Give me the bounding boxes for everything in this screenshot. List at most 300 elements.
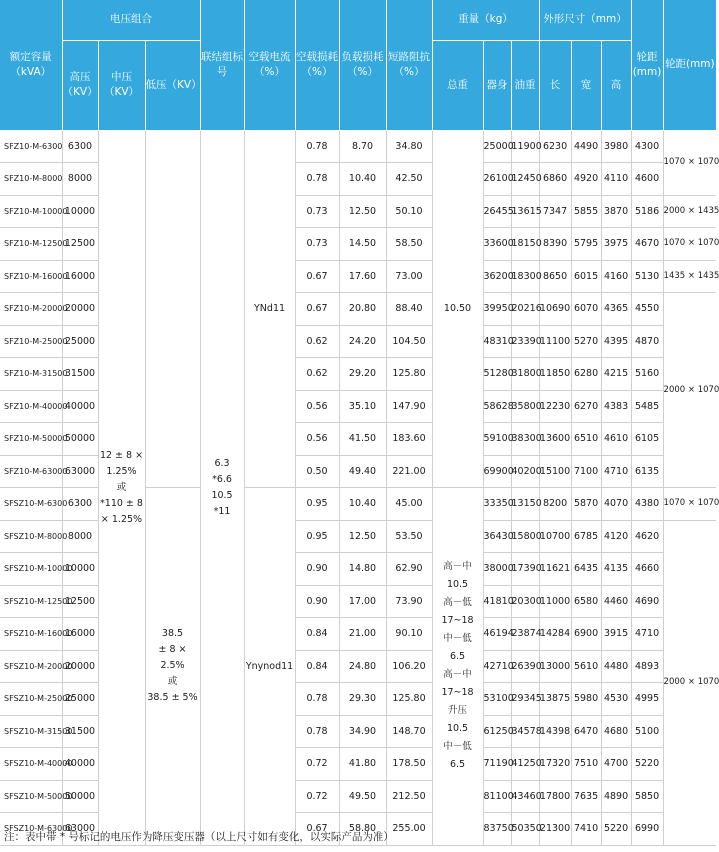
load-loss-cell: 21.00	[339, 618, 386, 651]
length-cell: 13600	[539, 423, 571, 456]
load-loss-cell: 10.40	[339, 488, 386, 521]
width-cell: 5870	[571, 488, 601, 521]
oil-weight-cell: 23390	[511, 325, 539, 358]
cell-line: *6.6	[212, 473, 232, 485]
wheelbase-cell: 5130	[631, 260, 663, 293]
model-cell: SFSZ10-M-50000	[0, 780, 62, 813]
header-voltage-group: 电压组合	[62, 0, 200, 40]
model-cell: SFSZ10-M-8000	[0, 520, 62, 553]
connection-cell	[200, 130, 244, 845]
height-cell: 4530	[601, 683, 631, 716]
short-circuit-cell: 50.10	[386, 195, 432, 228]
height-cell: 4710	[601, 455, 631, 488]
hv-cell: 40000	[62, 390, 98, 423]
table-row	[0, 130, 716, 163]
cell-line: 高－中	[443, 669, 472, 681]
oil-weight-cell: 15800	[511, 520, 539, 553]
short-circuit-cell: 183.60	[386, 423, 432, 456]
height-cell: 3915	[601, 618, 631, 651]
body-weight-cell: 42710	[483, 650, 511, 683]
load-loss-cell: 41.80	[339, 748, 386, 781]
no-load-loss-cell: 0.95	[295, 520, 339, 553]
short-circuit-cell: 106.20	[386, 650, 432, 683]
hv-cell: 25000	[62, 683, 98, 716]
model-cell: SFZ10-M-40000	[0, 390, 62, 423]
wheelbase-cell: 4995	[631, 683, 663, 716]
short-circuit-cell: 255.00	[386, 813, 432, 846]
load-loss-cell: 29.30	[339, 683, 386, 716]
short-circuit-cell: 104.50	[386, 325, 432, 358]
cell-line: 或	[167, 676, 178, 688]
short-circuit-cell: 178.50	[386, 748, 432, 781]
no-load-loss-cell: 0.62	[295, 358, 339, 391]
height-cell: 4610	[601, 423, 631, 456]
model-cell: SFSZ10-M-40000	[0, 748, 62, 781]
no-load-loss-cell: 0.90	[295, 553, 339, 586]
short-circuit-cell: 88.40	[386, 293, 432, 326]
no-load-loss-cell: 0.50	[295, 455, 339, 488]
no-load-loss-cell: 0.72	[295, 780, 339, 813]
oil-weight-cell: 13615	[511, 195, 539, 228]
header-weight: 重量（kg）	[432, 0, 539, 40]
length-cell: 14398	[539, 715, 571, 748]
header-gauge: 轮距(mm)	[663, 0, 716, 130]
header-length: 长	[539, 40, 571, 130]
load-loss-cell: 41.50	[339, 423, 386, 456]
length-cell: 12230	[539, 390, 571, 423]
oil-weight-cell: 40200	[511, 455, 539, 488]
table-header	[0, 0, 716, 130]
no-load-loss-cell: 0.62	[295, 325, 339, 358]
wheelbase-cell: 4550	[631, 293, 663, 326]
wheelbase-cell: 5850	[631, 780, 663, 813]
width-cell: 6470	[571, 715, 601, 748]
model-cell: SFZ10-M-8000	[0, 163, 62, 196]
oil-weight-cell: 18150	[511, 228, 539, 261]
wheelbase-cell: 4600	[631, 163, 663, 196]
cell-line: 38.5	[161, 628, 184, 640]
gauge-cell: 1070 × 1070	[663, 488, 716, 521]
load-loss-cell: 49.40	[339, 455, 386, 488]
no-load-loss-cell: 0.78	[295, 130, 339, 163]
gauge-cell: 2000 × 1070	[663, 520, 716, 845]
height-cell: 4480	[601, 650, 631, 683]
body-weight-cell: 53100	[483, 683, 511, 716]
length-cell: 6860	[539, 163, 571, 196]
total-weight-group1: 10.50	[432, 130, 483, 488]
gauge-cell: 1070 × 1070	[663, 130, 716, 195]
cell-line: 中－低	[443, 741, 472, 753]
body-weight-cell: 41810	[483, 585, 511, 618]
cell-line: 6.5	[449, 651, 466, 663]
oil-weight-cell: 11900	[511, 130, 539, 163]
model-cell: SFSZ10-M-20000	[0, 650, 62, 683]
oil-weight-cell: 38300	[511, 423, 539, 456]
no-load-loss-cell: 0.56	[295, 423, 339, 456]
oil-weight-cell: 20300	[511, 585, 539, 618]
model-cell: SFZ10-M-31500	[0, 358, 62, 391]
no-load-loss-cell: 0.84	[295, 618, 339, 651]
cell-line: 高－低	[443, 597, 472, 609]
hv-cell: 16000	[62, 260, 98, 293]
short-circuit-cell: 147.90	[386, 390, 432, 423]
width-cell: 7410	[571, 813, 601, 846]
cell-line: ± 8 × 2.5%	[158, 644, 187, 672]
wheelbase-cell: 5485	[631, 390, 663, 423]
hv-cell: 12500	[62, 228, 98, 261]
model-cell: SFSZ10-M-31500	[0, 715, 62, 748]
hv-cell: 31500	[62, 715, 98, 748]
no-load-loss-cell: 0.67	[295, 813, 339, 846]
load-loss-cell: 17.60	[339, 260, 386, 293]
width-cell: 5270	[571, 325, 601, 358]
hv-cell: 63000	[62, 455, 98, 488]
body-weight-cell: 69900	[483, 455, 511, 488]
body-weight-cell: 71190	[483, 748, 511, 781]
length-cell: 17320	[539, 748, 571, 781]
header-dimensions: 外形尺寸（mm）	[539, 0, 631, 40]
length-cell: 10690	[539, 293, 571, 326]
load-loss-cell: 49.50	[339, 780, 386, 813]
wheelbase-cell: 6105	[631, 423, 663, 456]
length-cell: 6230	[539, 130, 571, 163]
no-load-loss-cell: 0.78	[295, 715, 339, 748]
short-circuit-cell: 34.80	[386, 130, 432, 163]
load-loss-cell: 20.80	[339, 293, 386, 326]
width-cell: 5855	[571, 195, 601, 228]
length-cell: 8390	[539, 228, 571, 261]
short-circuit-cell: 125.80	[386, 358, 432, 391]
mv-cell	[98, 130, 145, 845]
body-weight-cell: 33600	[483, 228, 511, 261]
short-circuit-cell: 90.10	[386, 618, 432, 651]
short-circuit-cell: 73.90	[386, 585, 432, 618]
wheelbase-cell: 4690	[631, 585, 663, 618]
body-weight-cell: 26455	[483, 195, 511, 228]
hv-cell: 8000	[62, 520, 98, 553]
wheelbase-cell: 4300	[631, 130, 663, 163]
width-cell: 6510	[571, 423, 601, 456]
load-loss-cell: 58.80	[339, 813, 386, 846]
no-load-current-group2: Ynynod11	[244, 488, 295, 846]
oil-weight-cell: 20216	[511, 293, 539, 326]
header-no-load-current: 空载电流（%）	[244, 0, 295, 130]
load-loss-cell: 12.50	[339, 195, 386, 228]
hv-cell: 40000	[62, 748, 98, 781]
load-loss-cell: 14.80	[339, 553, 386, 586]
no-load-loss-cell: 0.95	[295, 488, 339, 521]
hv-cell: 8000	[62, 163, 98, 196]
length-cell: 21300	[539, 813, 571, 846]
oil-weight-cell: 23874	[511, 618, 539, 651]
wheelbase-cell: 6135	[631, 455, 663, 488]
height-cell: 4680	[601, 715, 631, 748]
length-cell: 8650	[539, 260, 571, 293]
short-circuit-cell: 45.00	[386, 488, 432, 521]
body-weight-cell: 38000	[483, 553, 511, 586]
width-cell: 6015	[571, 260, 601, 293]
load-loss-cell: 35.10	[339, 390, 386, 423]
header-height: 高	[601, 40, 631, 130]
height-cell: 4700	[601, 748, 631, 781]
header-lv: 低压（KV）	[145, 40, 200, 130]
header-hv: 高压（KV）	[62, 40, 98, 130]
model-cell: SFZ10-M-20000	[0, 293, 62, 326]
gauge-cell: 1070 × 1070	[663, 228, 716, 261]
model-cell: SFZ10-M-10000	[0, 195, 62, 228]
cell-line: 6.3	[214, 457, 230, 469]
length-cell: 14284	[539, 618, 571, 651]
body-weight-cell: 51280	[483, 358, 511, 391]
length-cell: 13875	[539, 683, 571, 716]
length-cell: 11000	[539, 585, 571, 618]
width-cell: 4490	[571, 130, 601, 163]
cell-line: 或	[116, 481, 127, 493]
no-load-loss-cell: 0.72	[295, 748, 339, 781]
height-cell: 4120	[601, 520, 631, 553]
cell-line: 38.5 ± 5%	[147, 692, 198, 704]
cell-line: 6.5	[449, 759, 466, 771]
length-cell: 11850	[539, 358, 571, 391]
gauge-cell: 2000 × 1070	[663, 293, 716, 488]
footnote: 注：表中带 * 号标记的电压作为降压变压器（以上尺寸如有变化，以实际产品为准）	[4, 831, 394, 843]
cell-line: 10.5	[211, 489, 233, 501]
length-cell: 8200	[539, 488, 571, 521]
header-body: 器身	[483, 40, 511, 130]
short-circuit-cell: 148.70	[386, 715, 432, 748]
wheelbase-cell: 4710	[631, 618, 663, 651]
load-loss-cell: 12.50	[339, 520, 386, 553]
body-weight-cell: 39950	[483, 293, 511, 326]
short-circuit-cell: 212.50	[386, 780, 432, 813]
wheelbase-cell: 4380	[631, 488, 663, 521]
hv-cell: 10000	[62, 553, 98, 586]
model-cell: SFZ10-M-16000	[0, 260, 62, 293]
hv-cell: 6300	[62, 130, 98, 163]
model-cell: SFZ10-M-63000	[0, 455, 62, 488]
body-weight-cell: 58628	[483, 390, 511, 423]
no-load-loss-cell: 0.67	[295, 293, 339, 326]
height-cell: 4383	[601, 390, 631, 423]
width-cell: 7510	[571, 748, 601, 781]
hv-cell: 50000	[62, 423, 98, 456]
hv-cell: 25000	[62, 325, 98, 358]
load-loss-cell: 8.70	[339, 130, 386, 163]
hv-cell: 20000	[62, 293, 98, 326]
load-loss-cell: 34.90	[339, 715, 386, 748]
length-cell: 17800	[539, 780, 571, 813]
oil-weight-cell: 17390	[511, 553, 539, 586]
header-load-loss: 负载损耗（%）	[339, 0, 386, 130]
cell-line: 17~18	[441, 615, 474, 627]
width-cell: 6270	[571, 390, 601, 423]
body-weight-cell: 26100	[483, 163, 511, 196]
wheelbase-cell: 5186	[631, 195, 663, 228]
model-cell: SFZ10-M-12500	[0, 228, 62, 261]
oil-weight-cell: 41250	[511, 748, 539, 781]
height-cell: 4135	[601, 553, 631, 586]
width-cell: 4920	[571, 163, 601, 196]
height-cell: 3870	[601, 195, 631, 228]
width-cell: 6435	[571, 553, 601, 586]
short-circuit-cell: 221.00	[386, 455, 432, 488]
load-loss-cell: 17.00	[339, 585, 386, 618]
wheelbase-cell: 4670	[631, 228, 663, 261]
no-load-loss-cell: 0.90	[295, 585, 339, 618]
oil-weight-cell: 13150	[511, 488, 539, 521]
length-cell: 15100	[539, 455, 571, 488]
length-cell: 7347	[539, 195, 571, 228]
oil-weight-cell: 43460	[511, 780, 539, 813]
short-circuit-cell: 42.50	[386, 163, 432, 196]
table-body	[0, 130, 719, 845]
hv-cell: 16000	[62, 618, 98, 651]
height-cell: 3975	[601, 228, 631, 261]
model-cell: SFZ10-M-6300	[0, 130, 62, 163]
wheelbase-cell: 6990	[631, 813, 663, 846]
lv-cell-bottom	[145, 488, 200, 846]
body-weight-cell: 59100	[483, 423, 511, 456]
height-cell: 4110	[601, 163, 631, 196]
wheelbase-cell: 4893	[631, 650, 663, 683]
short-circuit-cell: 125.80	[386, 683, 432, 716]
load-loss-cell: 29.20	[339, 358, 386, 391]
oil-weight-cell: 12450	[511, 163, 539, 196]
model-cell: SFZ10-M-25000	[0, 325, 62, 358]
width-cell: 7100	[571, 455, 601, 488]
wheelbase-cell: 4870	[631, 325, 663, 358]
body-weight-cell: 46194	[483, 618, 511, 651]
cell-line: 10.5	[446, 579, 469, 591]
height-cell: 3980	[601, 130, 631, 163]
width-cell: 6070	[571, 293, 601, 326]
height-cell: 4890	[601, 780, 631, 813]
short-circuit-cell: 73.00	[386, 260, 432, 293]
height-cell: 5220	[601, 813, 631, 846]
model-cell: SFSZ10-M-25000	[0, 683, 62, 716]
body-weight-cell: 36200	[483, 260, 511, 293]
no-load-loss-cell: 0.73	[295, 195, 339, 228]
cell-line: 中－低	[443, 633, 472, 645]
header-width: 宽	[571, 40, 601, 130]
width-cell: 7635	[571, 780, 601, 813]
cell-line: *11	[213, 505, 231, 517]
oil-weight-cell: 31800	[511, 358, 539, 391]
hv-cell: 20000	[62, 650, 98, 683]
length-cell: 13000	[539, 650, 571, 683]
hv-cell: 12500	[62, 585, 98, 618]
no-load-loss-cell: 0.84	[295, 650, 339, 683]
width-cell: 5610	[571, 650, 601, 683]
hv-cell: 10000	[62, 195, 98, 228]
no-load-loss-cell: 0.78	[295, 163, 339, 196]
load-loss-cell: 24.80	[339, 650, 386, 683]
total-weight-group2	[432, 488, 483, 846]
height-cell: 4365	[601, 293, 631, 326]
width-cell: 6785	[571, 520, 601, 553]
load-loss-cell: 14.50	[339, 228, 386, 261]
wheelbase-cell: 5160	[631, 358, 663, 391]
oil-weight-cell: 18300	[511, 260, 539, 293]
gauge-cell: 1435 × 1435	[663, 260, 716, 293]
model-cell: SFSZ10-M-16000	[0, 618, 62, 651]
body-weight-cell: 36430	[483, 520, 511, 553]
height-cell: 4460	[601, 585, 631, 618]
header-oil: 油重	[511, 40, 539, 130]
oil-weight-cell: 26390	[511, 650, 539, 683]
wheelbase-cell: 5220	[631, 748, 663, 781]
load-loss-cell: 24.20	[339, 325, 386, 358]
body-weight-cell: 83750	[483, 813, 511, 846]
no-load-loss-cell: 0.67	[295, 260, 339, 293]
width-cell: 6900	[571, 618, 601, 651]
width-cell: 5795	[571, 228, 601, 261]
header-no-load-loss: 空载损耗（%）	[295, 0, 339, 130]
short-circuit-cell: 58.50	[386, 228, 432, 261]
body-weight-cell: 48310	[483, 325, 511, 358]
oil-weight-cell: 50350	[511, 813, 539, 846]
hv-cell: 31500	[62, 358, 98, 391]
header-rated-capacity: 额定容量（kVA）	[0, 0, 62, 130]
no-load-current-group1: YNd11	[244, 130, 295, 488]
width-cell: 6280	[571, 358, 601, 391]
header-short-circuit: 短路阻抗（%）	[386, 0, 432, 130]
cell-line: 12 ± 8 ×	[99, 449, 144, 461]
no-load-loss-cell: 0.78	[295, 683, 339, 716]
cell-line: 10.5	[446, 723, 469, 735]
width-cell: 6580	[571, 585, 601, 618]
body-weight-cell: 25000	[483, 130, 511, 163]
height-cell: 4070	[601, 488, 631, 521]
oil-weight-cell: 29345	[511, 683, 539, 716]
model-cell: SFZ10-M-50000	[0, 423, 62, 456]
model-cell: SFSZ10-M-6300	[0, 488, 62, 521]
cell-line: *110 ± 8	[100, 497, 143, 509]
width-cell: 5980	[571, 683, 601, 716]
cell-line: 1.25%	[106, 465, 137, 477]
model-cell: SFSZ10-M-63000	[0, 813, 62, 846]
hv-cell: 50000	[62, 780, 98, 813]
body-weight-cell: 33350	[483, 488, 511, 521]
header-connection: 联结组标号	[200, 0, 244, 130]
lv-cell-top	[145, 130, 200, 488]
height-cell: 4395	[601, 325, 631, 358]
header-total-weight: 总重	[432, 40, 483, 130]
cell-line: 升压	[448, 705, 468, 717]
no-load-loss-cell: 0.73	[295, 228, 339, 261]
length-cell: 11100	[539, 325, 571, 358]
cell-line: 17~18	[441, 687, 474, 699]
short-circuit-cell: 62.90	[386, 553, 432, 586]
wheelbase-cell: 5100	[631, 715, 663, 748]
length-cell: 10700	[539, 520, 571, 553]
short-circuit-cell: 53.50	[386, 520, 432, 553]
body-weight-cell: 61250	[483, 715, 511, 748]
height-cell: 4160	[601, 260, 631, 293]
model-cell: SFSZ10-M-12500	[0, 585, 62, 618]
oil-weight-cell: 35800	[511, 390, 539, 423]
hv-cell: 63000	[62, 813, 98, 846]
height-cell: 4215	[601, 358, 631, 391]
cell-line: × 1.25%	[100, 513, 143, 525]
no-load-loss-cell: 0.56	[295, 390, 339, 423]
header-mv: 中压（KV）	[98, 40, 145, 130]
gauge-cell: 2000 × 1435	[663, 195, 716, 228]
length-cell: 11621	[539, 553, 571, 586]
wheelbase-cell: 4660	[631, 553, 663, 586]
model-cell: SFSZ10-M-10000	[0, 553, 62, 586]
load-loss-cell: 10.40	[339, 163, 386, 196]
